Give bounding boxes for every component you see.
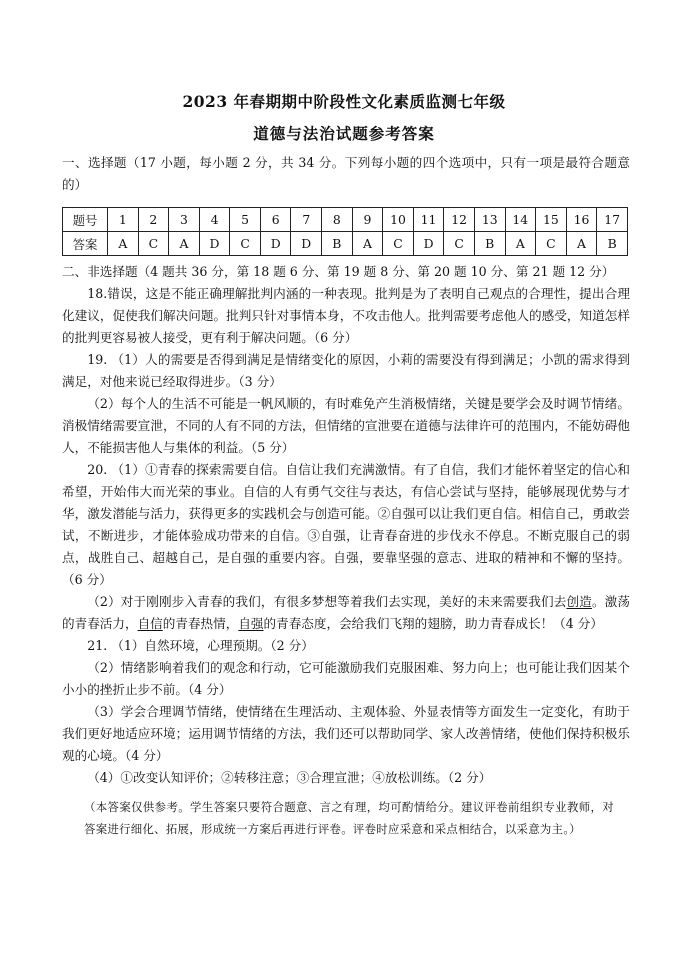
table-cell: A [352, 232, 383, 256]
table-cell: D [260, 232, 291, 256]
table-cell: D [199, 232, 230, 256]
table-cell: C [383, 232, 414, 256]
table-cell: 3 [169, 208, 200, 232]
table-cell: C [138, 232, 169, 256]
underlined-keyword: 创造 [566, 594, 592, 609]
table-cell: A [108, 232, 139, 256]
underlined-keyword: 自强 [238, 616, 264, 631]
table-cell: C [444, 232, 475, 256]
answer-table [62, 207, 628, 256]
table-cell: 15 [536, 208, 567, 232]
table-cell: D [291, 232, 322, 256]
answer-text: 。激荡的青春活力， [62, 594, 631, 631]
row-label-answer: 答案 [63, 232, 108, 256]
table-cell: 8 [322, 208, 353, 232]
question-number-row [63, 208, 628, 232]
table-cell: 12 [444, 208, 475, 232]
table-cell: 13 [474, 208, 505, 232]
answer-q21-1: 21. （1）自然环境，心理预期。（2 分） [87, 638, 314, 653]
table-cell: 1 [108, 208, 139, 232]
section-2 [62, 261, 630, 789]
page-subtitle: 道德与法治试题参考答案 [253, 124, 435, 143]
table-cell: 11 [413, 208, 444, 232]
row-label-number: 题号 [63, 208, 108, 232]
answer-row [63, 232, 628, 256]
table-cell: B [474, 232, 505, 256]
answer-text: 的青春态度，会给我们飞翔的翅膀，助力青春成长！（4 分） [263, 616, 603, 631]
table-cell: A [505, 232, 536, 256]
grading-footnote: （本答案仅供参考。学生答案只要符合题意、言之有理，均可酌情给分。建议评卷前组织专业教师，对答案进行细化、拓展，形成统一方案后再进行评卷。评卷时应采意和采点相结合，以采意为主。） [84, 800, 614, 836]
answer-q20-1: 20. （1）①青春的探索需要自信。自信让我们充满激情。有了自信，我们才能怀着坚定的信心和希望，开始伟大而光荣的事业。自信的人有勇气交往与表达，有信心尝试与坚持，能够展现优势与才华，激发潜能与活力，获得更多的实践机会与创造可能。②自强可以让我们更自信。相信自己，勇敢尝试，不断进步，才能体验成功带来的自信。③自强，让青春奋进的步伐永不停息。不断克服自己的弱点，战胜自己、超越自己，是自强的重要内容。自强，要靠坚强的意志、进取的精神和不懈的坚持。（6 分） [62, 462, 630, 587]
table-cell: 2 [138, 208, 169, 232]
table-cell: B [597, 232, 628, 256]
answer-q19-2: （2）每个人的生活不可能是一帆风顺的，有时难免产生消极情绪，关键是要学会及时调节情绪。消极情绪需要宣泄，不同的人有不同的方法，但情绪的宣泄要在道德与法律许可的范围内，不能妨碍他人，不能损害他人与集体的利益。（5 分） [62, 396, 630, 455]
table-cell: D [413, 232, 444, 256]
section-1-heading: 一、选择题（17 小题，每小题 2 分，共 34 分。下列每小题的四个选项中，只有一项是最符合题意的） [62, 155, 630, 192]
table-cell: B [322, 232, 353, 256]
table-cell: A [566, 232, 597, 256]
answer-q21-4: （4）①改变认知评价；②转移注意；③合理宣泄；④放松训练。（2 分） [87, 770, 492, 785]
page-title: 2023 年春期期中阶段性文化素质监测七年级 [182, 92, 506, 111]
table-cell: 6 [260, 208, 291, 232]
table-cell: 4 [199, 208, 230, 232]
answer-text: 的青春热情， [162, 616, 239, 631]
table-cell: C [230, 232, 261, 256]
answer-q20-2 [62, 591, 630, 635]
answer-q18: 18.错误，这是不能正确理解批判内涵的一种表现。批判是为了表明自己观点的合理性，提出合理化建议，促使我们解决问题。批判只针对事情本身，不攻击他人。批判需要考虑他人的感受，知道怎样的批判更容易被人接受，更有利于解决问题。（6 分） [62, 286, 630, 345]
table-cell: C [536, 232, 567, 256]
answer-text: （2）对于刚刚步入青春的我们，有很多梦想等着我们去实现，美好的未来需要我们去 [87, 594, 567, 609]
table-cell: 10 [383, 208, 414, 232]
table-cell: A [169, 232, 200, 256]
table-cell: 16 [566, 208, 597, 232]
table-cell: 14 [505, 208, 536, 232]
table-cell: 7 [291, 208, 322, 232]
answer-q21-3: （3）学会合理调节情绪，使情绪在生理活动、主观体验、外显表情等方面发生一定变化，有助于我们更好地适应环境；运用调节情绪的方法，我们还可以帮助同学、家人改善情绪，使他们保持积极乐观的心境。（4 分） [62, 704, 630, 763]
section-2-heading: 二、非选择题（4 题共 36 分，第 18 题 6 分、第 19 题 8 分、第 20 题 10 分、第 21 题 12 分） [62, 264, 615, 279]
underlined-keyword: 自信 [137, 616, 163, 631]
table-cell: 5 [230, 208, 261, 232]
table-cell: 9 [352, 208, 383, 232]
answer-q19-1: 19. （1）人的需要是否得到满足是情绪变化的原因，小莉的需要没有得到满足；小凯的需求得到满足，对他来说已经取得进步。（3 分） [62, 352, 630, 389]
table-cell: 17 [597, 208, 628, 232]
answer-q21-2: （2）情绪影响着我们的观念和行动，它可能激励我们克服困难、努力向上；也可能让我们因某个小小的挫折止步不前。（4 分） [62, 660, 630, 697]
